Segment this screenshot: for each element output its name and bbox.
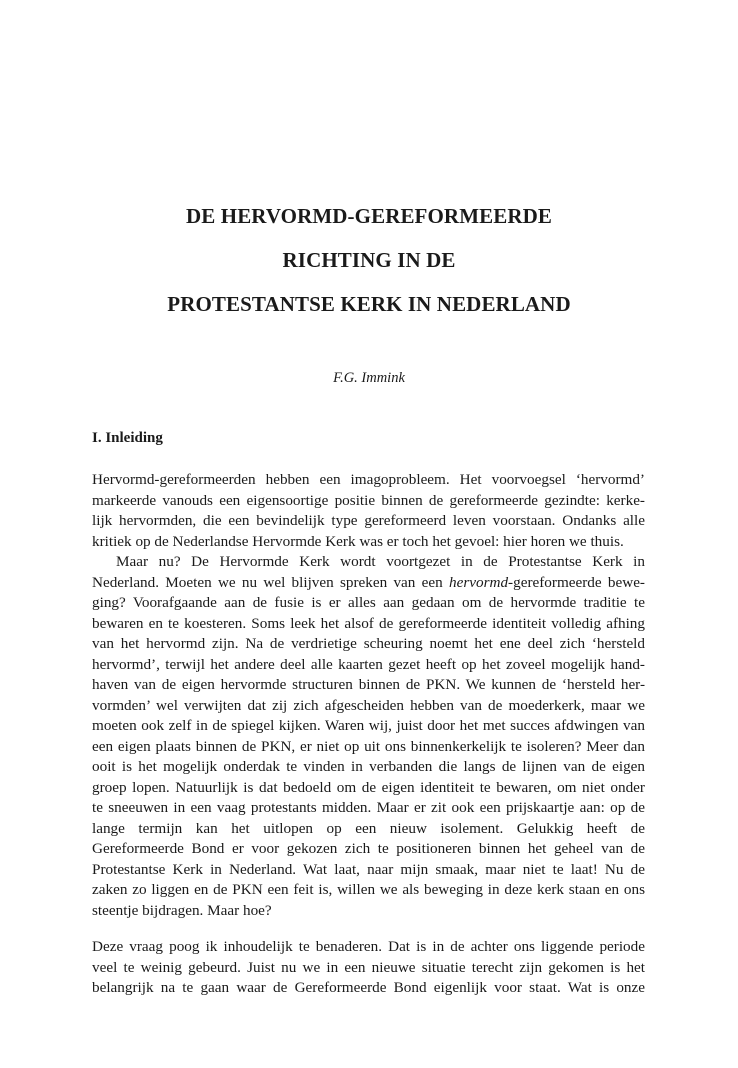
text-line: een eigen plaats binnen de PKN, er niet op uit ons binnenkerkelijk te isoleren? Meer dan bbox=[92, 737, 645, 755]
text-line: veel te weinig gebeurd. Juist nu we in een nieuwe situatie terecht zijn gekomen is het bbox=[92, 958, 645, 976]
text-line: zaken zo liggen en de PKN een feit is, willen we als beweging in deze kerk staan en ons bbox=[92, 881, 645, 898]
body-text-main bbox=[92, 470, 645, 921]
text-line: te sneeuwen in een vaag protestants midden. Maar er zit ook een prijskaartje aan: op de bbox=[92, 799, 645, 816]
text-line: steentje bijdragen. Maar hoe? bbox=[92, 901, 272, 919]
text-line: vormden’ wel verwijten dat zij zich afgescheiden hebben van de moederkerk, maar we bbox=[92, 696, 645, 714]
title-line: PROTESTANTSE KERK IN NEDERLAND bbox=[167, 292, 571, 316]
text-line: Protestantse Kerk in Nederland. Wat laat, naar mijn smaak, maar niet te laat! Nu de bbox=[92, 860, 645, 878]
text-line: lange termijn kan het uitlopen op een nieuw isolement. Gelukkig heeft de bbox=[92, 819, 645, 837]
text-line: haven van de eigen hervormde structuren binnen de PKN. We kunnen de ‘hersteld her- bbox=[92, 676, 645, 693]
text-line: moeten ook zelf in de spiegel kijken. Waren wij, juist door het met succes afdwingen van bbox=[92, 717, 645, 734]
text-line: hervormd’, terwijl het andere deel alle kaarten gezet heeft op het zoveel mogelijk hand- bbox=[92, 655, 645, 673]
title-line: DE HERVORMD-GEREFORMEERDE bbox=[186, 204, 552, 228]
article-title bbox=[0, 194, 738, 326]
text-line: groep lopen. Natuurlijk is dat bedoeld om de eigen identiteit te bewaren, om niet onder bbox=[92, 778, 645, 796]
title-line: RICHTING IN DE bbox=[282, 248, 456, 272]
text-fragment: Nederland. Moeten we nu wel blijven spreken van een bbox=[92, 573, 449, 591]
emphasized-term: hervormd bbox=[448, 573, 509, 591]
text-line: Hervormd-gereformeerden hebben een imagoprobleem. Het voorvoegsel ‘hervormd’ bbox=[92, 471, 645, 488]
text-line: belangrijk na te gaan waar de Gereformeerde Bond eigenlijk voor staat. Wat is onze bbox=[92, 979, 645, 996]
author-name: F.G. Immink bbox=[333, 370, 405, 386]
text-line bbox=[92, 573, 645, 594]
text-line: Maar nu? De Hervormde Kerk wordt voortgezet in de Protestantse Kerk in bbox=[116, 553, 645, 570]
text-line: Gereformeerde Bond er voor gekozen zich te positioneren binnen het geheel van de bbox=[92, 840, 645, 857]
text-line: lijk hervormden, die een bevindelijk type gereformeerd leven voorstaan. Ondanks alle bbox=[92, 512, 645, 529]
text-line: markeerde vanouds een eigensoortige positie binnen de gereformeerde gezindte: kerke- bbox=[92, 491, 645, 509]
text-line: Deze vraag poog ik inhoudelijk te benaderen. Dat is in de achter ons liggende periode bbox=[92, 938, 645, 955]
text-line: kritiek op de Nederlandse Hervormde Kerk was er toch het gevoel: hier horen we thuis. bbox=[92, 532, 624, 550]
text-line: ooit is het mogelijk onderdak te vinden in verbanden die langs de lijnen van de eigen bbox=[92, 758, 645, 775]
text-line: van het hervormd zijn. Na de verdrietige scheuring noemt het ene deel zich ‘hersteld bbox=[92, 635, 645, 652]
body-text-continued bbox=[92, 937, 645, 999]
text-line: ging? Voorafgaande aan de fusie is er alles aan gedaan om de hervormde traditie te bbox=[92, 594, 645, 611]
text-line: bewaren en te koesteren. Soms leek het alsof de gereformeerde identiteit volledig afhing bbox=[92, 614, 645, 632]
text-fragment: -gereformeerde bewe- bbox=[508, 573, 645, 591]
section-heading: I. Inleiding bbox=[92, 430, 163, 446]
